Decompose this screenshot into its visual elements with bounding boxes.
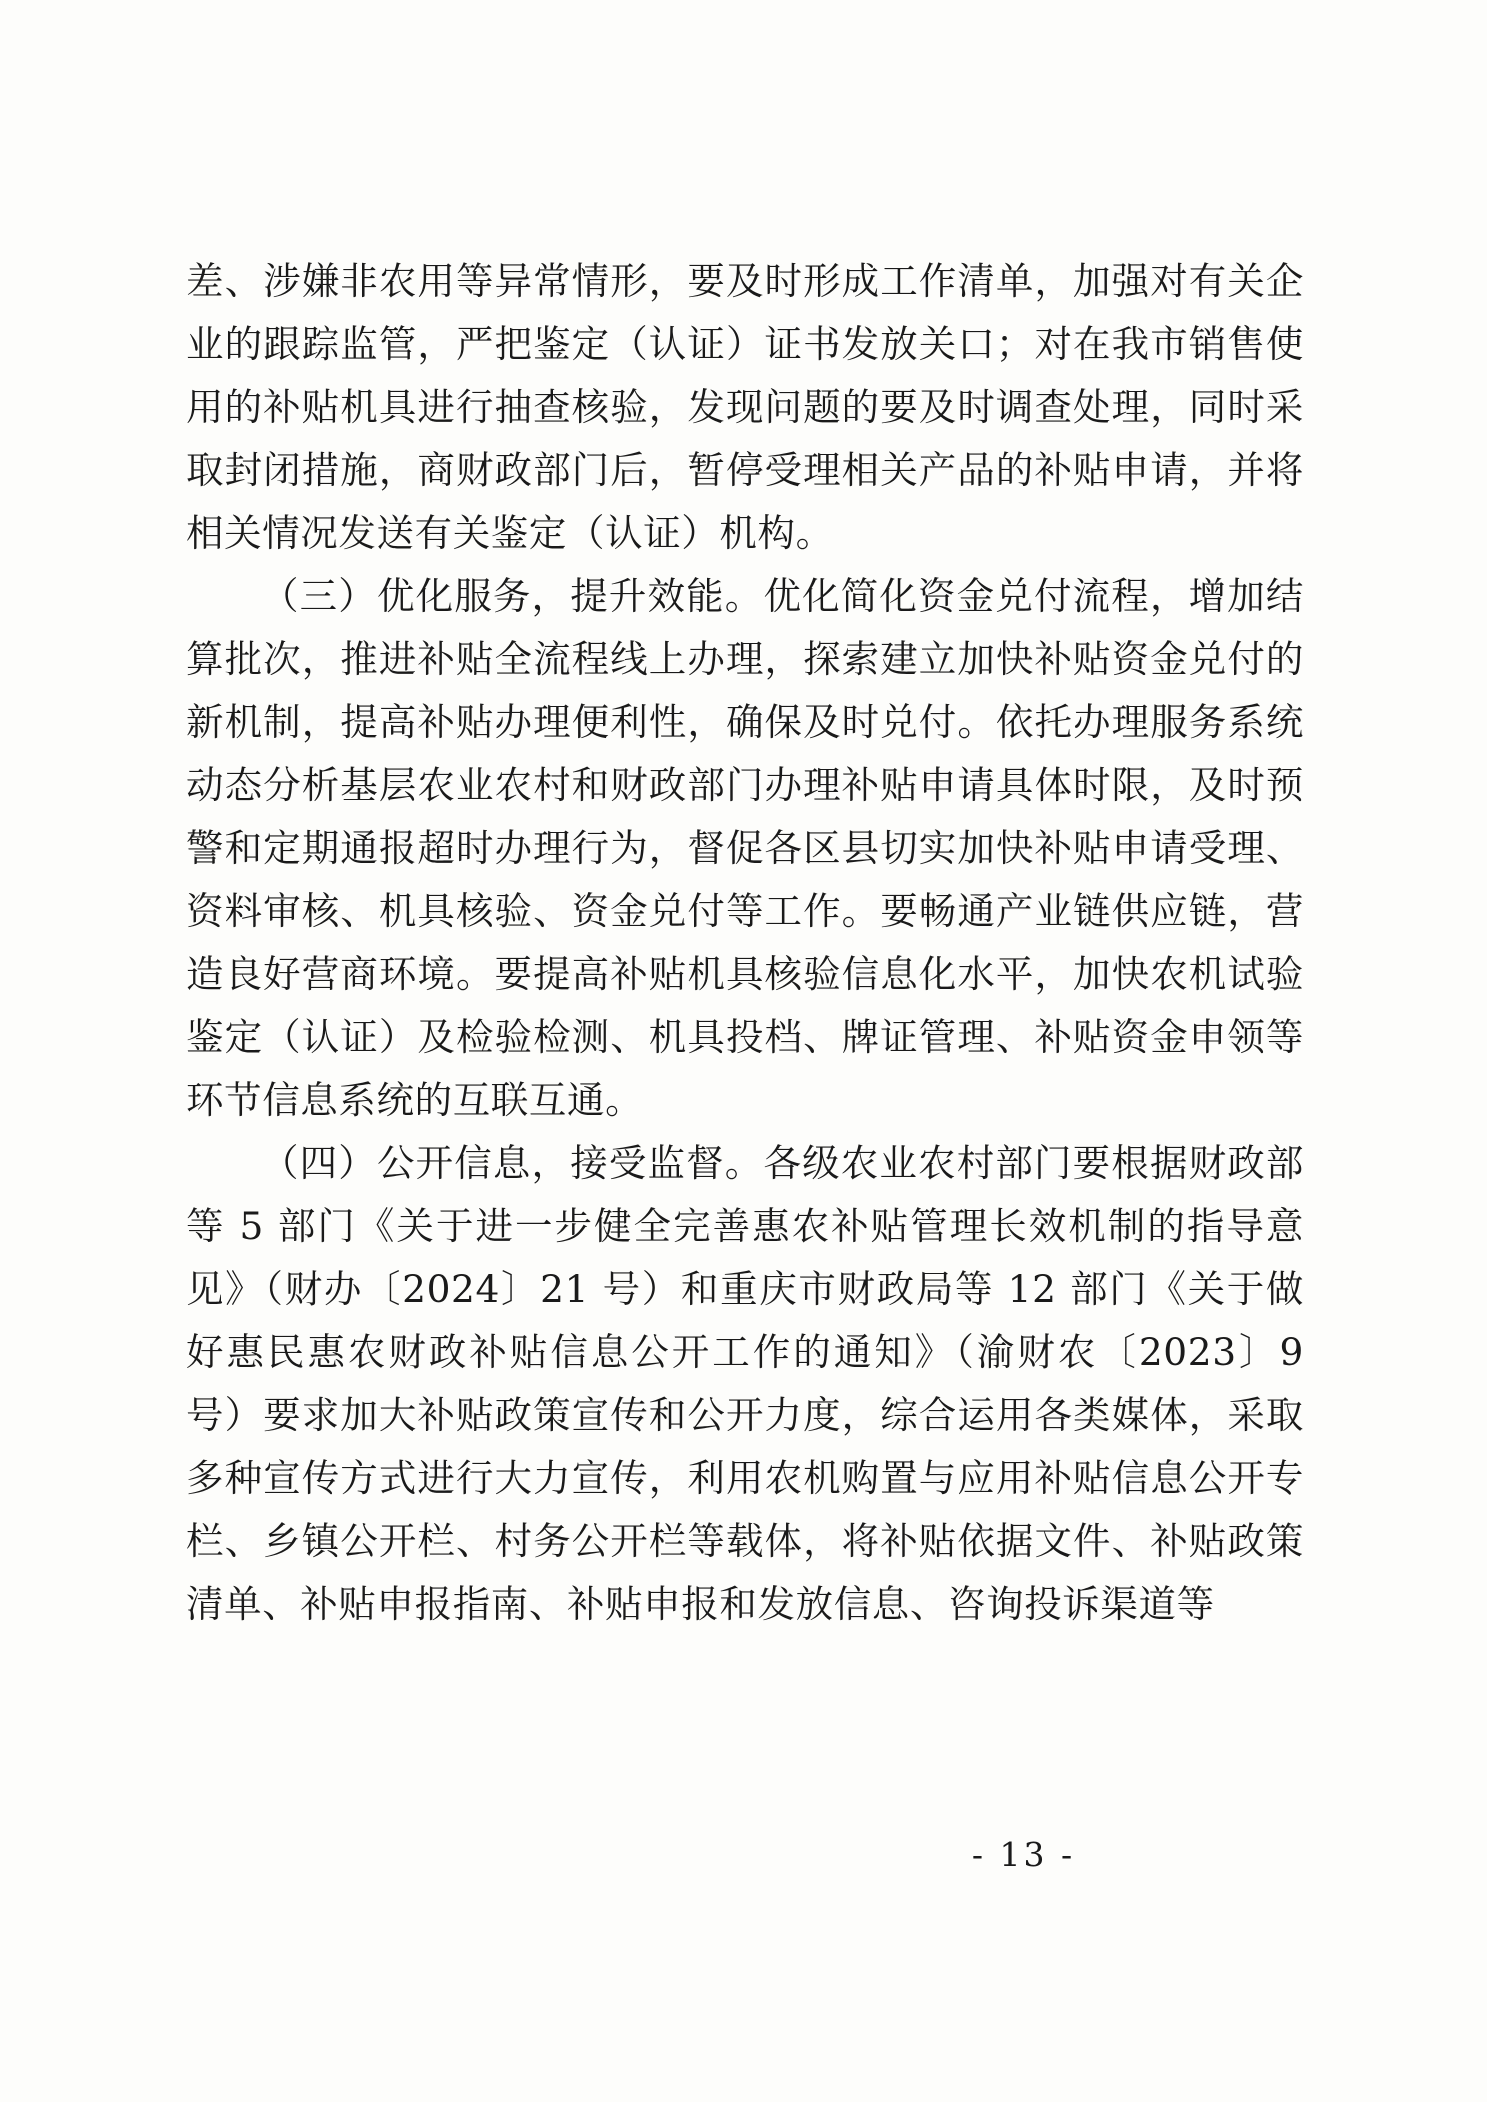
page-number: - 13 -: [971, 1835, 1076, 1874]
paragraph-continued: 差、涉嫌非农用等异常情形，要及时形成工作清单，加强对有关企业的跟踪监管，严把鉴定（认证）证书发放关口；对在我市销售使用的补贴机具进行抽查核验，发现问题的要及时调查处理，同时采取封闭措施，商财政部门后，暂停受理相关产品的补贴申请，并将相关情况发送有关鉴定（认证）机构。: [186, 259, 1304, 555]
document-body: [186, 250, 1304, 1636]
paragraph-section-three: （三）优化服务，提升效能。优化简化资金兑付流程，增加结算批次，推进补贴全流程线上办理，探索建立加快补贴资金兑付的新机制，提高补贴办理便利性，确保及时兑付。依托办理服务系统动态分析基层农业农村和财政部门办理补贴申请具体时限，及时预警和定期通报超时办理行为，督促各区县切实加快补贴申请受理、资料审核、机具核验、资金兑付等工作。要畅通产业链供应链，营造良好营商环境。要提高补贴机具核验信息化水平，加快农机试验鉴定（认证）及检验检测、机具投档、牌证管理、补贴资金申领等环节信息系统的互联互通。: [186, 574, 1304, 1122]
paragraph-section-four: （四）公开信息，接受监督。各级农业农村部门要根据财政部等 5 部门《关于进一步健全完善惠农补贴管理长效机制的指导意见》（财办〔2024〕21 号）和重庆市财政局等 12 部门《关于做好惠民惠农财政补贴信息公开工作的通知》（渝财农〔2023〕9 号）要求加大补贴政策宣传和公开力度，综合运用各类媒体，采取多种宣传方式进行大力宣传，利用农机购置与应用补贴信息公开专栏、乡镇公开栏、村务公开栏等载体，将补贴依据文件、补贴政策清单、补贴申报指南、补贴申报和发放信息、咨询投诉渠道等: [186, 1141, 1304, 1626]
